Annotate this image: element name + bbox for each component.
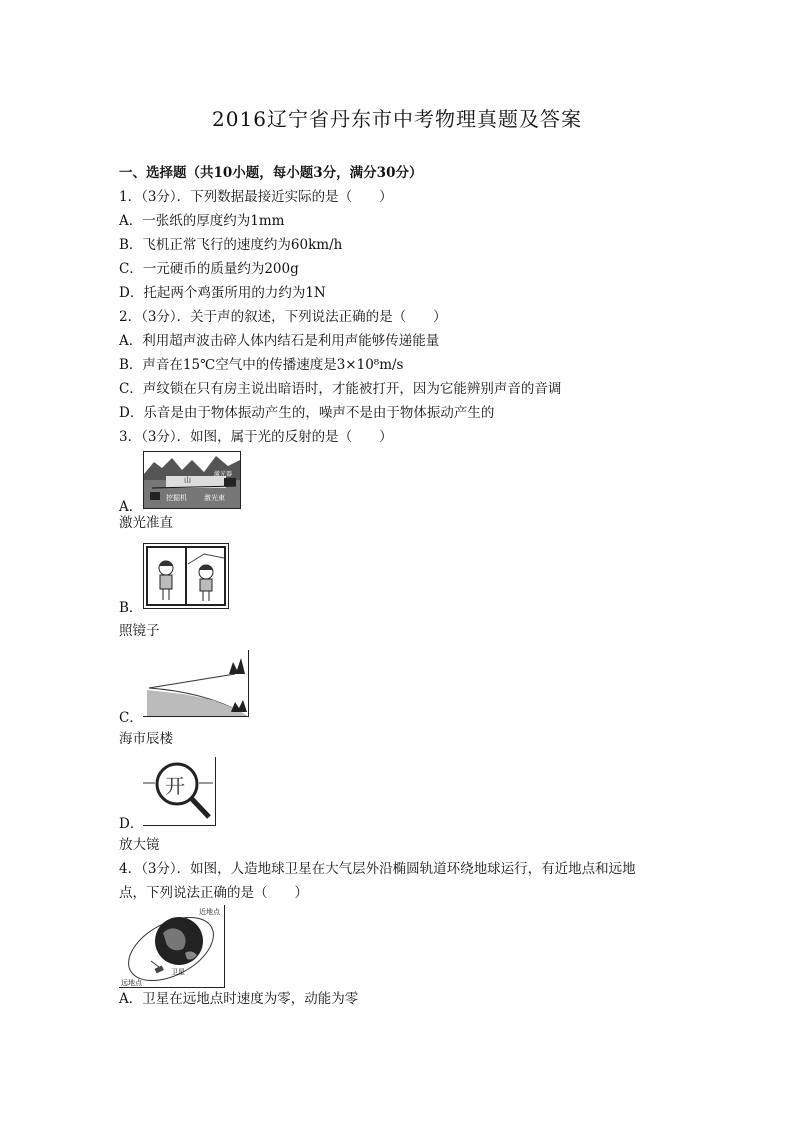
q1-option-a: A．一张纸的厚度约为1mm — [119, 213, 285, 229]
section-heading: 一、选择题（共10小题，每小题3分，满分30分） — [119, 165, 423, 181]
magnified-character: 开 — [165, 774, 185, 798]
q2-option-d: D．乐音是由于物体振动产生的，噪声不是由于物体振动产生的 — [119, 405, 495, 421]
q1-option-c: C．一元硬币的质量约为200g — [119, 261, 299, 277]
q3-option-b-caption: 照镜子 — [119, 623, 160, 639]
page-title: 2016辽宁省丹东市中考物理真题及答案 — [212, 107, 582, 131]
q3-option-a-caption: 激光准直 — [119, 515, 173, 531]
fig-label-apogee: 远地点 — [121, 979, 142, 987]
mirror-figure — [143, 543, 229, 609]
q4-option-a: A．卫星在远地点时速度为零，动能为零 — [119, 991, 359, 1007]
magnifier-figure — [143, 757, 216, 826]
fig-label-excavator: 挖掘机 — [166, 494, 187, 502]
fig-label-mountain: 山 — [184, 476, 191, 484]
q1-option-d: D．托起两个鸡蛋所用的力约为1N — [119, 285, 326, 301]
q2-option-a: A．利用超声波击碎人体内结石是利用声能够传递能量 — [119, 333, 440, 349]
mirage-figure — [143, 650, 249, 717]
laser-alignment-figure — [143, 451, 241, 509]
q3-stem: 3．（3分）．如图，属于光的反射的是（ ） — [119, 429, 393, 445]
q4-stem-line1: 4．（3分）．如图，人造地球卫星在大气层外沿椭圆轨道环绕地球运行，有近地点和远地 — [119, 861, 636, 877]
q1-stem: 1．（3分）．下列数据最接近实际的是（ ） — [119, 189, 393, 205]
q1-option-b: B．飞机正常飞行的速度约为60km/h — [119, 237, 343, 253]
q2-stem: 2．（3分）．关于声的叙述，下列说法正确的是（ ） — [119, 309, 447, 325]
fig-label-perigee: 近地点 — [199, 908, 220, 916]
q3-option-b-letter: B． — [119, 600, 143, 616]
satellite-orbit-figure — [119, 905, 225, 988]
q4-stem-line2: 点，下列说法正确的是（ ） — [119, 885, 308, 901]
q3-option-a-letter: A． — [119, 499, 143, 515]
fig-label-beam: 激光束 — [204, 494, 225, 502]
q3-option-d-letter: D． — [119, 816, 144, 832]
fig-label-laser: 激光器 — [214, 471, 233, 478]
q3-option-c-letter: C． — [119, 710, 143, 726]
q3-option-d-caption: 放大镜 — [119, 837, 160, 853]
q3-option-c-caption: 海市辰楼 — [119, 731, 173, 747]
fig-label-satellite: 卫星 — [171, 968, 185, 976]
q2-option-c: C．声纹锁在只有房主说出暗语时，才能被打开，因为它能辨别声音的音调 — [119, 381, 562, 397]
q2-option-b: B．声音在15℃空气中的传播速度是3×10⁸m/s — [119, 357, 404, 373]
